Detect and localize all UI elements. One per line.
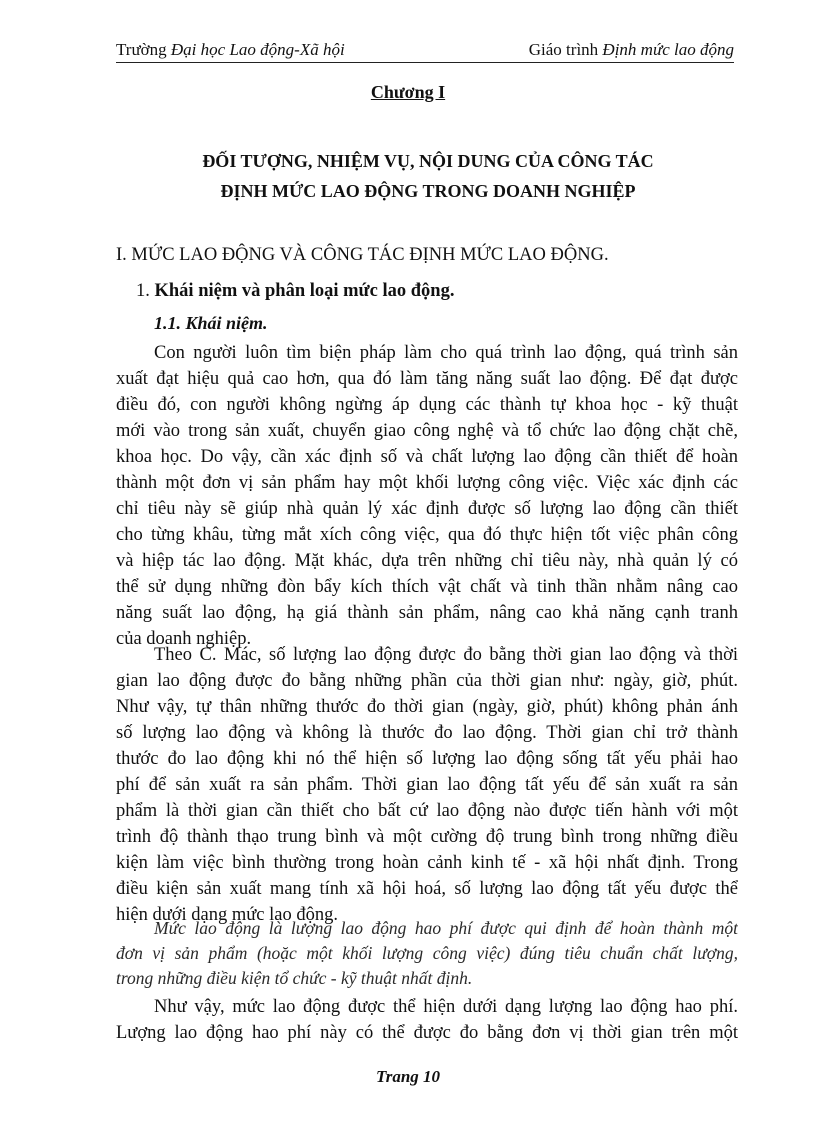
paragraph-line: mới vào trong sản xuất, chuyển giao công nghệ và tổ chức lao động chặt chẽ,: [116, 421, 738, 441]
subsubsection-heading: 1.1. Khái niệm.: [154, 313, 268, 333]
paragraph-line: năng suất lao động, hạ giá thành sản phẩm, nâng cao khả năng cạnh tranh: [116, 603, 738, 623]
definition-line: Mức lao động là lượng lao động hao phí được qui định để hoàn thành một: [154, 918, 738, 938]
definition-line: đơn vị sản phẩm (hoặc một khối lượng công việc) đúng tiêu chuẩn chất lượng,: [116, 943, 738, 963]
paragraph-line: thể sử dụng những đòn bẩy kích thích vật chất và tinh thần nhằm nâng cao: [116, 577, 738, 597]
paragraph-1: [116, 340, 738, 652]
paragraph-line: số lượng lao động và không là thước đo lao động. Thời gian chỉ trở thành: [116, 723, 738, 743]
paragraph-line: và hiệp tác lao động. Mặt khác, dựa trên những chỉ tiêu này, nhà quản lý có: [116, 551, 738, 571]
header-right: Giáo trình Định mức lao động: [528, 40, 734, 59]
paragraph-line: kiện làm việc bình thường trong hoàn cảnh kinh tế - xã hội nhất định. Trong: [116, 853, 738, 873]
paragraph-line: phí để sản xuất ra sản phẩm. Thời gian lao động tất yếu để sản xuất ra sản: [116, 775, 738, 795]
paragraph-line: Con người luôn tìm biện pháp làm cho quá trình lao động, quá trình sản: [154, 343, 738, 363]
paragraph-line: của doanh nghiệp.: [116, 629, 252, 649]
paragraph-line: Theo C. Mác, số lượng lao động được đo bằng thời gian lao động và thời: [154, 645, 738, 665]
paragraph-line: điều kiện sản xuất mang tính xã hội hoá, số lượng lao động tất yếu được thể: [116, 879, 738, 899]
paragraph-2: [116, 642, 738, 928]
paragraph-line: gian lao động được đo bằng những phần của thời gian như: ngày, giờ, phút.: [116, 671, 738, 691]
section-heading: I. MỨC LAO ĐỘNG VÀ CÔNG TÁC ĐỊNH MỨC LAO ĐỘNG.: [116, 245, 609, 265]
paragraph-line: Như vậy, tự thân những thước đo thời gian (ngày, giờ, phút) không phản ánh: [116, 697, 738, 717]
paragraph-line: thước đo lao động khi nó thể hiện số lượng lao động sống tất yếu phải hao: [116, 749, 738, 769]
chapter-title-line-1: ĐỐI TƯỢNG, NHIỆM VỤ, NỘI DUNG CỦA CÔNG TÁC: [202, 151, 654, 171]
subsection-heading: 1. Khái niệm và phân loại mức lao động.: [136, 281, 455, 301]
chapter-heading: Chương I: [370, 82, 446, 102]
header-left: Trường Đại học Lao động-Xã hội: [116, 40, 345, 59]
paragraph-3: [116, 994, 738, 1046]
paragraph-line: xuất đạt hiệu quả cao hơn, qua đó làm tăng năng suất lao động. Để đạt được: [116, 369, 738, 389]
definition-line: trong những điều kiện tổ chức - kỹ thuật nhất định.: [116, 968, 473, 988]
paragraph-line: cho từng khâu, từng mắt xích công việc, qua đó thực hiện tốt việc phân công: [116, 525, 738, 545]
paragraph-line: khoa học. Do vậy, cần xác định số và chất lượng lao động cần thiết để hoàn: [116, 447, 738, 467]
paragraph-line: Lượng lao động hao phí này có thể được đo bằng đơn vị thời gian trên một: [116, 1023, 738, 1043]
chapter-title: [100, 146, 756, 206]
page-header: [116, 38, 734, 63]
paragraph-line: phẩm là thời gian cần thiết cho bất cứ lao động nào được tiến hành với một: [116, 801, 738, 821]
paragraph-line: thành một đơn vị sản phẩm hay một khối lượng công việc. Việc xác định các: [116, 473, 738, 493]
definition-paragraph: [116, 916, 738, 991]
page-number: Trang 10: [375, 1067, 441, 1086]
chapter-title-line-2: ĐỊNH MỨC LAO ĐỘNG TRONG DOANH NGHIỆP: [220, 181, 636, 201]
paragraph-line: chỉ tiêu này sẽ giúp nhà quản lý xác định được số lượng lao động cần thiết: [116, 499, 738, 519]
paragraph-line: Như vậy, mức lao động được thể hiện dưới dạng lượng lao động hao phí.: [154, 997, 738, 1017]
paragraph-line: hiện dưới dạng mức lao động.: [116, 905, 338, 925]
paragraph-line: điều đó, con người không ngừng áp dụng các thành tự khoa học - kỹ thuật: [116, 395, 738, 415]
paragraph-line: trình độ thành thạo trung bình và một cường độ trung bình trong những điều: [116, 827, 738, 847]
